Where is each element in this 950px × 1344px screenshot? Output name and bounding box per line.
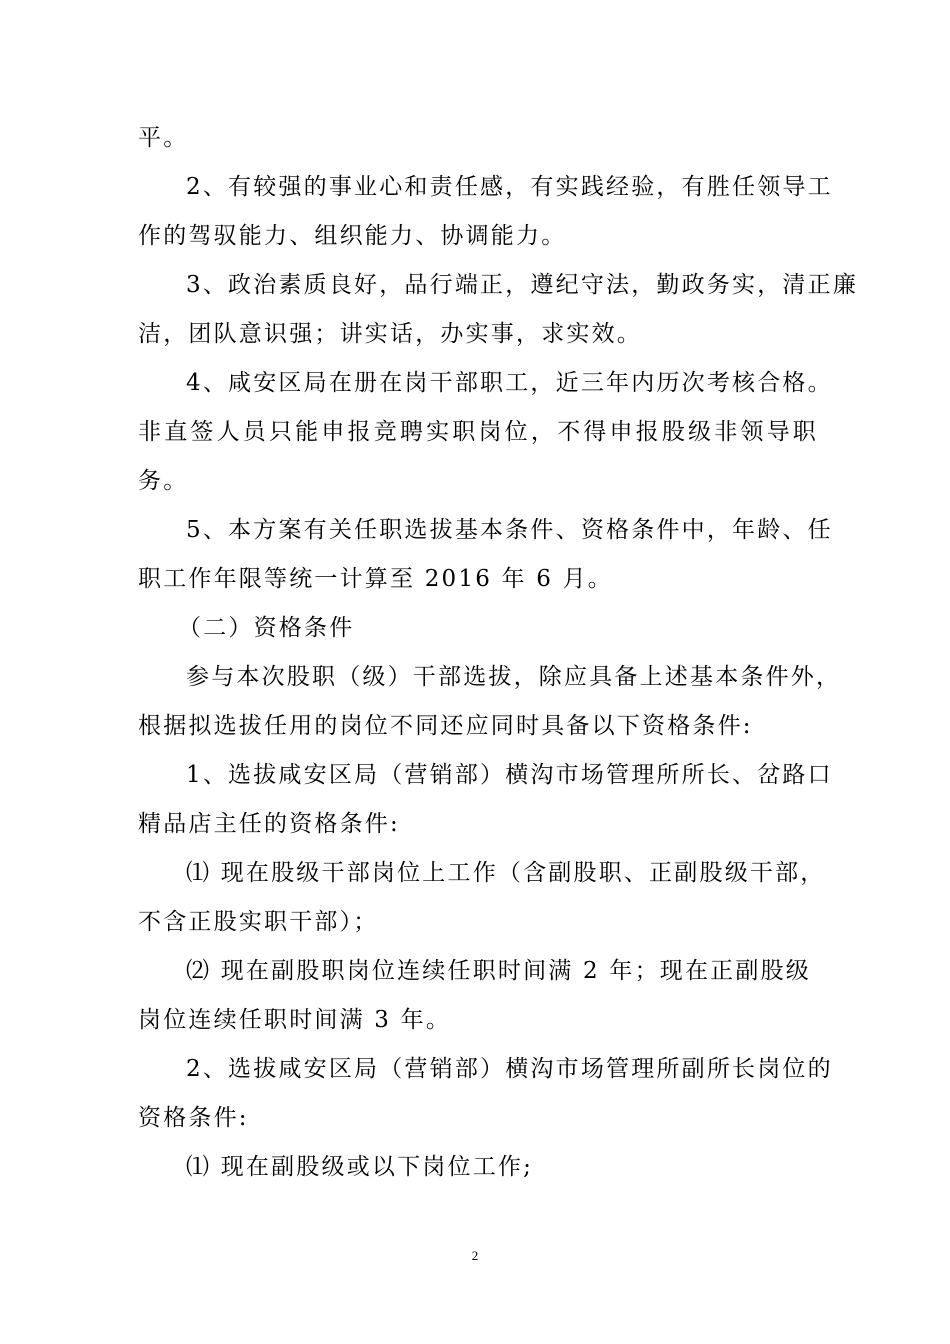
text-line-10: 职工作年限等统一计算至 2016 年 6 月。 bbox=[138, 566, 614, 592]
text-line-15: 精品店主任的资格条件: bbox=[138, 811, 400, 837]
text-line-16: ⑴ 现在股级干部岗位上工作（含副股职、正副股级干部， bbox=[186, 860, 826, 886]
text-line-7: 非直签人员只能申报竞聘实职岗位，不得申报股级非领导职 bbox=[138, 419, 818, 445]
text-line-17: 不含正股实职干部）； bbox=[138, 909, 379, 935]
text-line-6: 4、咸安区局在册在岗干部职工，近三年内历次考核合格。 bbox=[186, 370, 833, 396]
text-line-21: 资格条件: bbox=[138, 1105, 249, 1131]
text-line-22: ⑴ 现在副股级或以下岗位工作; bbox=[186, 1154, 534, 1180]
text-line-9: 5、本方案有关任职选拔基本条件、资格条件中，年龄、任 bbox=[186, 517, 833, 543]
page-number: 2 bbox=[471, 1248, 479, 1263]
text-line-4: 3、政治素质良好，品行端正，遵纪守法，勤政务实，清正廉 bbox=[186, 272, 859, 298]
section-heading: （二）资格条件 bbox=[178, 615, 355, 641]
text-line-8: 务。 bbox=[138, 468, 189, 494]
text-line-13: 根据拟选拔任用的岗位不同还应同时具备以下资格条件: bbox=[138, 713, 753, 739]
text-line-12: 参与本次股职（级）干部选拔，除应具备上述基本条件外， bbox=[186, 664, 842, 690]
text-line-19: 岗位连续任职时间满 3 年。 bbox=[138, 1007, 452, 1033]
text-line-3: 作的驾驭能力、组织能力、协调能力。 bbox=[138, 223, 567, 249]
text-line-14: 1、选拔咸安区局（营销部）横沟市场管理所所长、岔路口 bbox=[186, 762, 833, 788]
text-line-18: ⑵ 现在副股职岗位连续任职时间满 2 年；现在正副股级 bbox=[186, 958, 811, 984]
text-line-1: 平。 bbox=[138, 125, 189, 151]
text-line-2: 2、有较强的事业心和责任感，有实践经验，有胜任领导工 bbox=[186, 174, 833, 200]
text-line-5: 洁，团队意识强；讲实话，办实事，求实效。 bbox=[138, 321, 642, 347]
text-line-20: 2、选拔咸安区局（营销部）横沟市场管理所副所长岗位的 bbox=[186, 1056, 833, 1082]
